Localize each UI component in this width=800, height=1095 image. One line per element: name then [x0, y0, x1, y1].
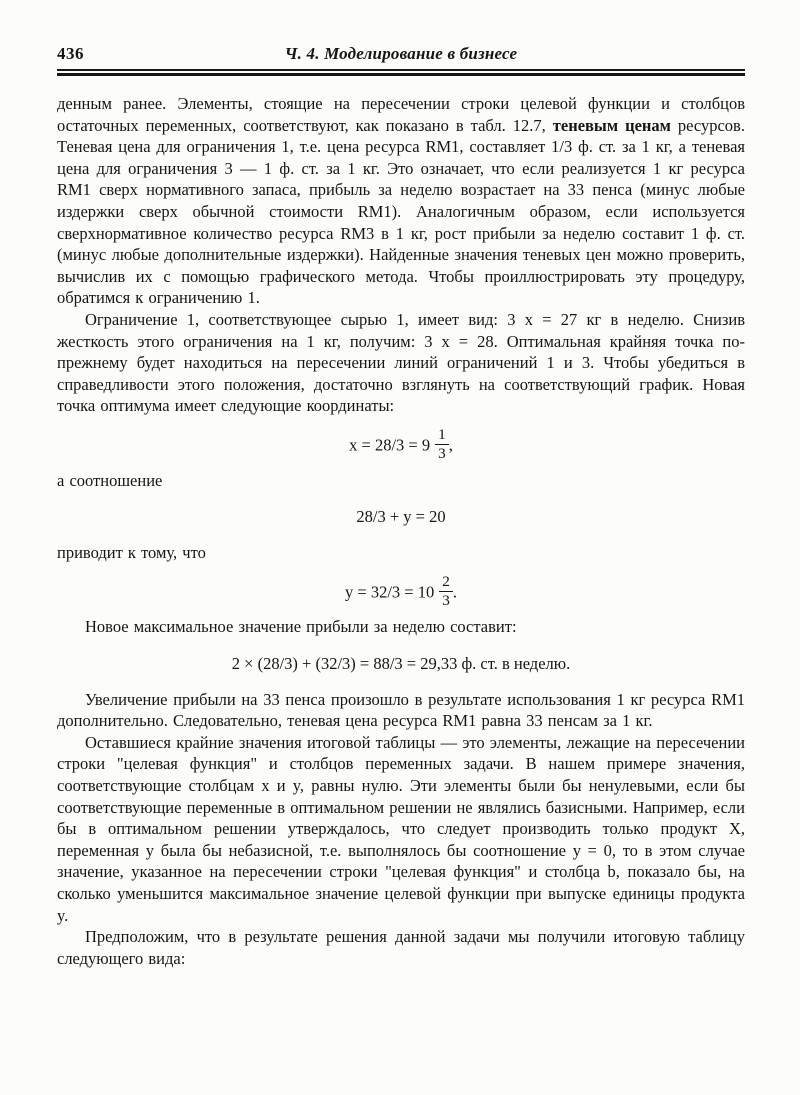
connector-ratio: а соотношение: [57, 470, 163, 490]
paragraph-continuation-before: денным ранее. Элементы, стоящие на пересечении строки целевой функции и столбцов остаточных переменных, соответствуют, как показано в табл. 12.7,: [57, 94, 745, 135]
formula-y-lhs: y = 32/3 = 10: [345, 581, 435, 601]
formula-x-coordinate: [57, 427, 745, 462]
formula-x-suffix: ,: [448, 435, 453, 455]
body-text: [57, 93, 745, 969]
formula-weekly-profit: 2 × (28/3) + (32/3) = 88/3 = 29,33 ф. ст. в неделю.: [231, 654, 571, 674]
running-header: [57, 44, 745, 68]
fraction-one-third: [435, 427, 449, 462]
fraction-two-thirds: [439, 574, 453, 609]
paragraph-profit-increase: Увеличение прибыли на 33 пенса произошло в результате использования 1 кг ресурса RM1 дополнительно. Следовательно, теневая цена ресурса RM1 равна 33 пенсам за 1 кг.: [57, 689, 745, 731]
paragraph-continuation: [57, 93, 745, 309]
paragraph-constraint-1: Ограничение 1, соответствующее сырью 1, имеет вид: 3 x = 27 кг в неделю. Снизив жесткость этого ограничения на 1 кг, получим: 3 x = 28. Оптимальная крайняя точка по-прежнему будет находиться на пересечении линий ограничений 1 и 3. Чтобы убедиться в справедливости этого положения, достаточно взглянуть на соответствующий график. Новая точка оптимума имеет следующие координаты:: [57, 309, 745, 416]
running-header-title: Ч. 4. Моделирование в бизнесе: [284, 44, 518, 63]
formula-y-suffix: .: [452, 581, 457, 601]
paragraph-suppose-table: Предположим, что в результате решения данной задачи мы получили итоговую таблицу следующего вида:: [57, 927, 745, 968]
formula-ratio: 28/3 + y = 20: [356, 507, 446, 527]
formula-y-coordinate: [57, 574, 745, 609]
formula-x-lhs: x = 28/3 = 9: [349, 435, 431, 455]
fraction-denominator: 3: [442, 591, 450, 609]
shadow-prices-bold-term: теневым ценам: [552, 115, 671, 135]
fraction-denominator: 3: [438, 444, 446, 462]
fraction-numerator: 2: [439, 574, 453, 592]
fraction-numerator: 1: [435, 427, 449, 445]
paragraph-continuation-after: ресурсов. Теневая цена для ограничения 1, т.е. цена ресурса RM1, составляет 1/3 ф. ст. за 1 кг, а теневая цена для ограничения 3 — 1 ф. ст. за 1 кг. Это означает, что если реализуется 1 кг ресурса RM1 сверх нормативного запаса, прибыль за неделю возрастает на 33 пенса (минус любые издержки сверх обычной стоимости RM1). Аналогичным образом, если используется сверхнормативное количество ресурса RM3 в 1 кг, рост прибыли за неделю составит 1 ф. ст. (минус любые дополнительные издержки). Найденные значения теневых цен можно проверить, вычислив их с помощью графического метода. Чтобы проиллюстрировать эту процедуру, обратимся к ограничению 1.: [57, 115, 745, 308]
page-number: 436: [57, 44, 84, 63]
paragraph-remaining-values: Оставшиеся крайние значения итоговой таблицы — это элементы, лежащие на пересечении строки "целевая функция" и столбцов переменных задачи. В нашем примере значения, соответствующие столбцам x и y, равны нулю. Эти элементы были бы ненулевыми, если бы соответствующие переменные в оптимальном решении не являлись базисными. Например, если бы в оптимальном решении утверждалось, что следует производить только продукт X, переменная y была бы небазисной, т.е. выполнялось бы соотношение y = 0, то в этом случае значение, указанное на пересечении строки "целевая функция" и столбца b, показало бы, на сколько уменьшится максимальное значение целевой функции при выпуске единицы продукта y.: [57, 732, 745, 925]
connector-leads-to: приводит к тому, что: [57, 542, 206, 562]
paragraph-new-max-profit: Новое максимальное значение прибыли за неделю составит:: [85, 617, 517, 637]
header-rule: [57, 69, 745, 76]
